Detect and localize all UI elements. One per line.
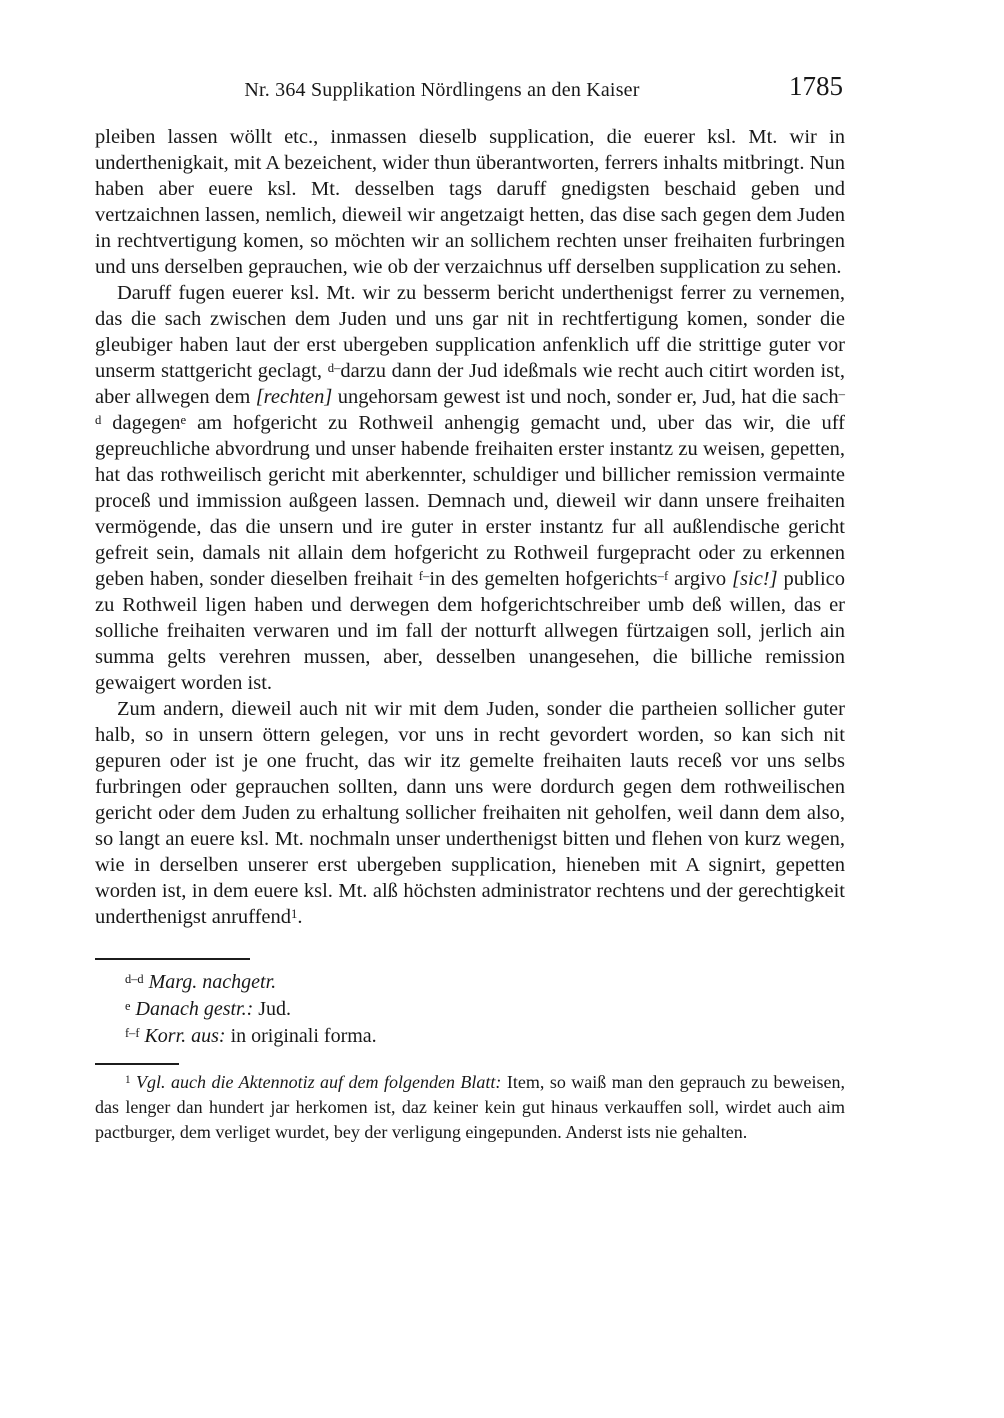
text-run: Daruff fugen euerer ksl. Mt. wir zu besserm bericht underthenigst ferrer zu vernemen, das die sach zwischen dem Juden und uns gar nit in rechtfertigung komen, sonder die gleubiger haben laut der erst ubergeben supplication anfenklich uff die strittige guter vor unserm stattgericht geclagt,: [95, 282, 845, 382]
text-run: darzu dann der Jud ideßmals wie recht auch citirt worden ist, aber allwegen dem: [95, 360, 845, 408]
apparatus-note-text: in originali forma.: [225, 1025, 377, 1047]
page-number: 1785: [789, 71, 843, 101]
text-run: in des gemelten hofgerichts: [429, 568, 658, 590]
text-run: pleiben lassen wöllt etc., inmassen dieselb supplication, die euerer ksl. Mt. wir in underthenigkait, mit A bezeichent, wider thun überantworten, ferrers inhalts mitbringt. Nun haben aber euere ksl. Mt. desselben tags daruff gnedigsten beschaid geben und vertzaichnen lassen, nemlich, dieweil wir angetzaigt hetten, das dise sach gegen dem Juden in rechtvertigung komen, so möchten wir an sollichem rechten unser freihaiten furbringen und uns derselben geprauchen, wie ob der verzaichnus uff derselben supplication zu sehen.: [95, 126, 845, 278]
apparatus-note-label: Marg. nachgetr.: [148, 971, 277, 993]
page-header: [95, 71, 845, 108]
apparatus-ref-f-end: –f: [657, 568, 669, 583]
text-run: Zum andern, dieweil auch nit wir mit dem Juden, sonder die partheien sollicher guter halb, so in unsern öttern gelegen, vor uns in recht gevordert worden, so kan sich nit gepuren oder ist je one frucht, das wir itz gemelte freihaiten lauts receß vor uns selbs furbringen oder geprauchen sollten, dann uns were dordurch gegen dem rothweilischen gericht oder dem Juden zu erhaltung sollicher freihaiten nit geholfen, weil dann dem also, so langt an euere ksl. Mt. nochmaln unser underthenigst bitten und flehen von kurz wegen, wie in derselben unserer erst ubergeben supplication, hieneben mit A signirt, gepetten worden ist, in dem euere ksl. Mt. alß höchsten administrator rechtens und der gerechtigkeit underthenigst anruffend: [95, 698, 845, 928]
text-run: ungehorsam gewest ist und noch, sonder er, Jud, hat die sach: [332, 386, 839, 408]
apparatus-note-f: [95, 1023, 845, 1050]
apparatus-note-mark: d–d: [125, 971, 144, 986]
editorial-insertion: [rechten]: [255, 386, 333, 408]
apparatus-note-d: [95, 969, 845, 996]
apparatus-note-label: Danach gestr.:: [135, 998, 254, 1020]
text-run: argivo: [668, 568, 733, 590]
apparatus-note-text: Jud.: [253, 998, 292, 1020]
apparatus-ref-d-start: d–: [327, 360, 341, 375]
footnote-1: [95, 1070, 845, 1145]
footnote-area: [95, 958, 845, 1145]
paragraph-zum-andern: [95, 696, 845, 930]
footnote-mark: 1: [125, 1074, 131, 1087]
apparatus-ref-d-end: –d: [95, 386, 846, 427]
paragraph-continuation: [95, 124, 845, 280]
footnote-text: Item, so waiß man den geprauch zu beweisen, das lenger dan hundert jar herkomen ist, daz keiner kein gut hinaus verkauffen soll, wirdet auch aim pactburger, dem verliget wurdet, bey der verligung eingepunden. Anderst ists nie gehalten.: [95, 1072, 846, 1142]
editorial-sic: [sic!]: [732, 568, 778, 590]
apparatus-note-mark: e: [125, 998, 131, 1013]
text-run: .: [297, 906, 303, 928]
critical-apparatus: [95, 969, 845, 1050]
text-run: am hofgericht zu Rothweil anhengig gemacht und, uber das wir, die uff gepreuchliche abvordrung und unser habende freihaiten erster instantz zu weisen, gepetten, hat das rothweilisch gericht mit aberkennter, schuldiger und billicher remission vermainte proceß und immission außgeen lassen. Demnach und, dieweil wir dann unsere freihaiten vermögende, das die unsern und ire guter in erster instantz fur all außlendische gericht gefreit sein, damals nit allain dem hofgericht zu Rothweil furgepracht oder zu erkennen geben haben, sonder dieselben freihait: [95, 412, 846, 590]
footnote-ref-1: 1: [291, 906, 298, 921]
running-title: Nr. 364 Supplikation Nördlingens an den Kaiser: [244, 79, 640, 101]
main-text: [95, 124, 845, 930]
apparatus-note-mark: f–f: [125, 1025, 140, 1040]
apparatus-note-label: Korr. aus:: [144, 1025, 226, 1047]
apparatus-separator-rule: [95, 958, 250, 960]
text-run: publico zu Rothweil ligen haben und derwegen dem hofgerichtschreiber umb deß willen, das er solliche freihaiten verwaren und im fall der notturft allwegen fürtzaigen soll, jerlich ain summa gelts verehren mussen, aber, desselben unangesehen, die billiche remission gewaigert worden ist.: [95, 568, 845, 694]
apparatus-note-e: [95, 996, 845, 1023]
apparatus-ref-f-start: f–: [418, 568, 430, 583]
footnote-label: Vgl. auch die Aktennotiz auf dem folgenden Blatt:: [136, 1072, 502, 1092]
footnote-separator-rule: [95, 1063, 179, 1065]
apparatus-ref-e: e: [180, 412, 187, 427]
text-run: dagegen: [101, 412, 181, 434]
paragraph-daruff: [95, 280, 845, 696]
